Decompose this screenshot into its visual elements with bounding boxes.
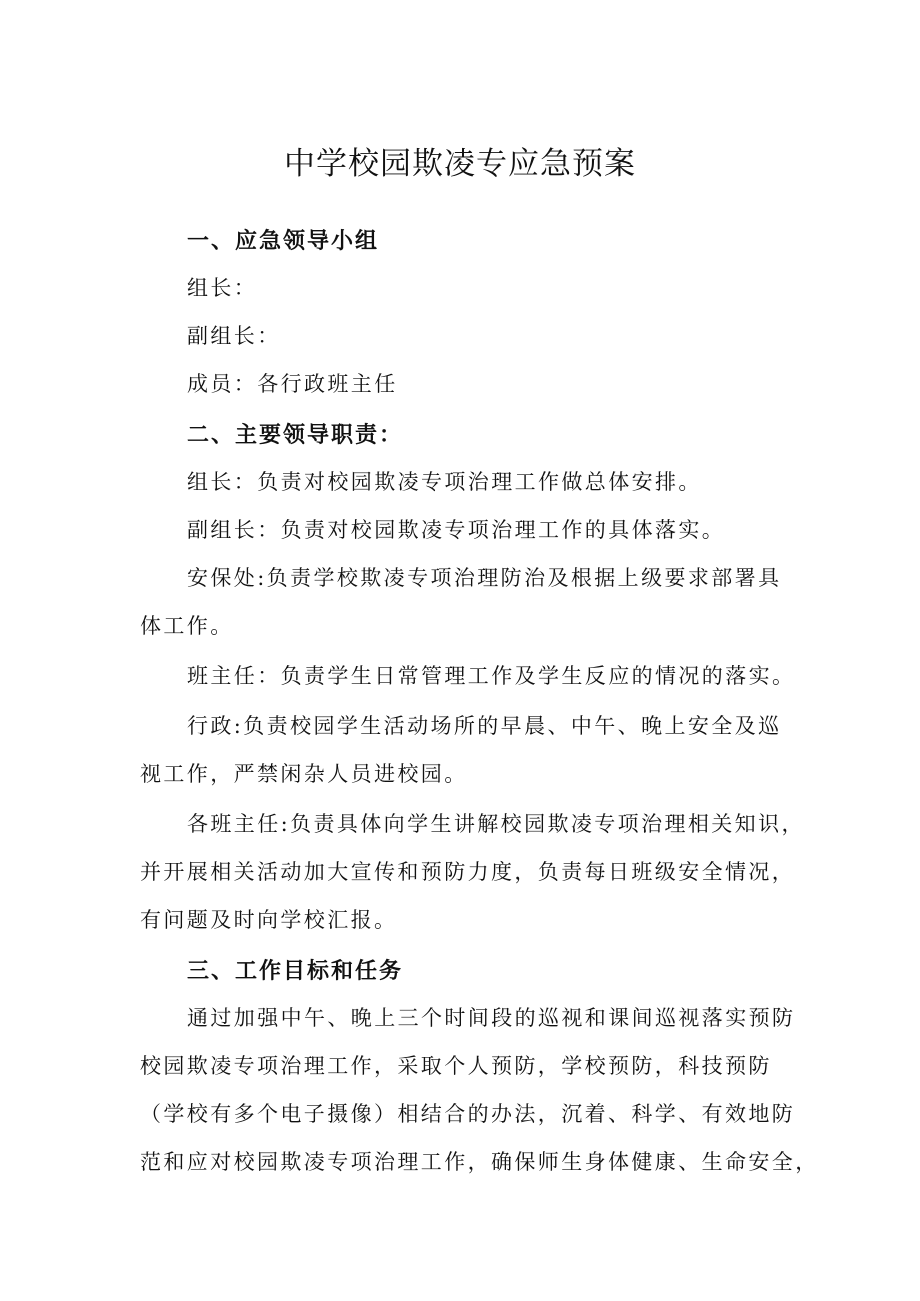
text-line: 副组长：负责对校园欺凌专项治理工作的具体落实。 — [187, 518, 726, 542]
section-heading-responsibilities: 二、主要领导职责： — [187, 423, 404, 448]
text-line: 行政:负责校园学生活动场所的早晨、中午、晚上安全及巡 — [187, 714, 782, 738]
section-heading-leadership-group: 一、应急领导小组 — [187, 229, 380, 254]
text-line: 组长： — [187, 276, 258, 300]
text-line: 班主任：负责学生日常管理工作及学生反应的情况的落实。 — [187, 664, 796, 688]
text-line: 有问题及时向学校汇报。 — [140, 908, 398, 932]
text-line: 副组长： — [187, 324, 281, 348]
text-line: （学校有多个电子摄像）相结合的办法，沉着、科学、有效地防 — [140, 1102, 796, 1126]
text-line: 各班主任:负责具体向学生讲解校园欺凌专项治理相关知识， — [187, 812, 805, 836]
text-line: 并开展相关活动加大宣传和预防力度，负责每日班级安全情况， — [140, 860, 796, 884]
text-line: 安保处:负责学校欺凌专项治理防治及根据上级要求部署具 — [187, 566, 782, 590]
text-line: 校园欺凌专项治理工作，采取个人预防，学校预防，科技预防 — [140, 1054, 772, 1078]
text-line: 组长：负责对校园欺凌专项治理工作做总体安排。 — [187, 470, 702, 494]
text-line: 成员：各行政班主任 — [187, 372, 398, 396]
text-line: 视工作，严禁闲杂人员进校园。 — [140, 762, 468, 786]
text-line: 范和应对校园欺凌专项治理工作，确保师生身体健康、生命安全， — [140, 1150, 819, 1174]
section-heading-goals-tasks: 三、工作目标和任务 — [187, 959, 404, 984]
text-line: 通过加强中午、晚上三个时间段的巡视和课间巡视落实预防 — [187, 1006, 796, 1030]
text-line: 体工作。 — [140, 614, 234, 638]
document-title: 中学校园欺凌专应急预案 — [284, 146, 636, 182]
